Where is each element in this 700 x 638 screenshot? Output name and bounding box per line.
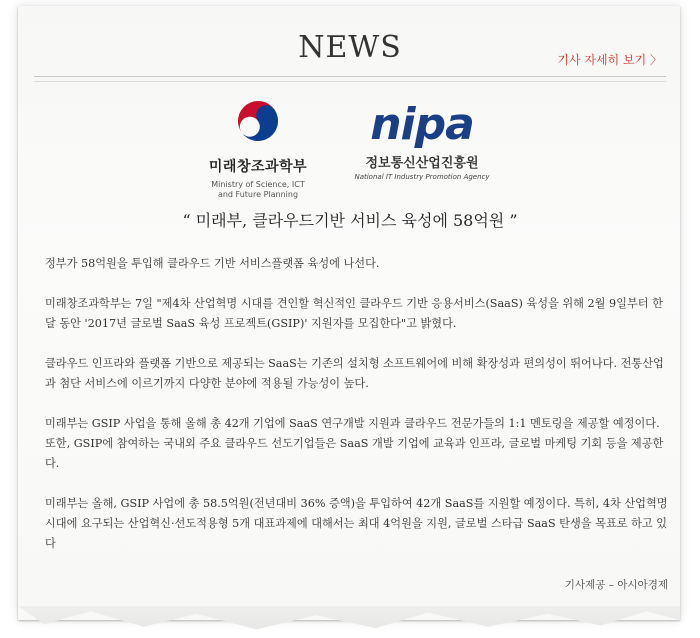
header-divider: [34, 76, 666, 77]
msip-logo: [198, 96, 318, 200]
article-paragraph: 미래부는 올해, GSIP 사업에 총 58.5억원(전년대비 36% 증액)을 투입하여 42개 SaaS를 지원할 예정이다. 특히, 4차 산업혁명 시대에 요구되는 산업혁신·선도적용형 5개 대표과제에 대해서는 최대 4억원을 지원, 글로벌 스타급 SaaS 탄생을 목표로 하고 있다: [45, 497, 668, 550]
article-paragraph: 정부가 58억원을 투입해 클라우드 기반 서비스플랫폼 육성에 나선다.: [45, 257, 380, 270]
taegeuk-emblem-icon: [233, 96, 283, 146]
nipa-name-en: National IT Industry Promotion Agency: [354, 173, 490, 181]
msip-name-en-line1: Ministry of Science, ICT: [211, 180, 305, 189]
paper-torn-edge: [18, 606, 680, 632]
header-divider-secondary: [34, 81, 666, 82]
nipa-wordmark: nipa: [370, 99, 474, 150]
article-paragraph: 미래창조과학부는 7일 "제4차 산업혁명 시대를 견인할 혁신적인 클라우드 기반 응용서비스(SaaS) 육성을 위해 2월 9일부터 한 달 동안 '2017년 글로벌 SaaS 육성 프로젝트(GSIP)' 지원자를 모집한다"고 밝혔다.: [45, 297, 663, 330]
article-body: [45, 254, 670, 574]
read-more-link[interactable]: 기사 자세히 보기 〉: [557, 53, 662, 67]
msip-name-ko: 미래창조과학부: [208, 159, 308, 175]
nipa-name-ko: 정보통신산업진흥원: [365, 156, 479, 171]
nipa-logo: [352, 99, 492, 181]
article-headline: “ 미래부, 클라우드기반 서비스 육성에 58억원 ”: [182, 211, 518, 230]
msip-name-en: [198, 180, 318, 200]
page-title: NEWS: [298, 30, 402, 65]
article-credit: 기사제공 – 아시아경제: [564, 579, 668, 591]
article-paragraph: 미래부는 GSIP 사업을 통해 올해 총 42개 기업에 SaaS 연구개발 지원과 클라우드 전문가들의 1:1 멘토링을 제공할 예정이다. 또한, GSIP에 참여하는 국내외 주요 클라우드 선도기업들은 SaaS 개발 기업에 교육과 인프라, 글로벌 마케팅 기회 등을 제공한다.: [45, 417, 664, 470]
article-paragraph: 클라우드 인프라와 플랫폼 기반으로 제공되는 SaaS는 기존의 설치형 소프트웨어에 비해 확장성과 편의성이 뛰어나다. 전통산업과 첨단 서비스에 이르기까지 다양한 분야에 적용될 가능성이 높다.: [45, 357, 664, 390]
msip-name-en-line2: and Future Planning: [217, 190, 299, 199]
